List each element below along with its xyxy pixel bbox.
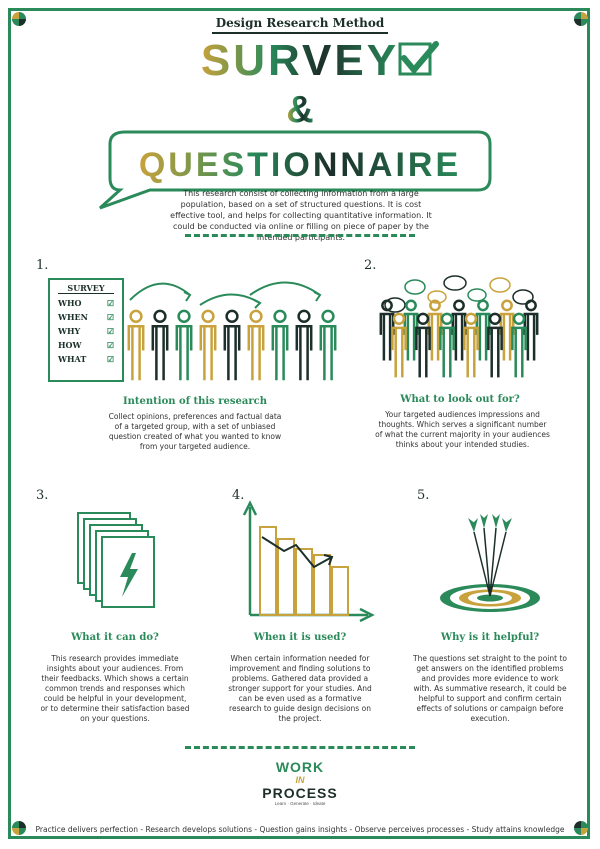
- divider-top: [185, 234, 415, 237]
- title-graphic: [0, 30, 600, 210]
- survey-item-3: HOW ☑: [58, 340, 114, 350]
- section-4-number: 4.: [232, 488, 245, 503]
- section-5-body: The questions set straight to the point to get answers on the identified problems and provides more evidence to work with. As summative research, it could be helpful to support and confirm certain effects of solutions or campaign before execution.: [413, 654, 567, 723]
- section-1-body: Collect opinions, preferences and factual data of a targeted group, with a set of unbiased question created of what you wanted to know from your targeted audience.: [108, 412, 282, 451]
- section-2-title: What to look out for?: [400, 394, 520, 405]
- stacked-papers-icon: [70, 505, 170, 625]
- survey-item-2: WHY ☑: [58, 326, 114, 336]
- check-icon: ☑: [106, 298, 114, 308]
- section-2-number: 2.: [364, 258, 377, 273]
- logo-tagline: Learn · Generate · Ideate: [274, 801, 326, 806]
- check-icon: ☑: [106, 326, 114, 336]
- title-ampersand: &: [286, 89, 314, 131]
- section-4-title: When it is used?: [253, 632, 347, 643]
- intro-text: This research consist of collecting information from a large population, based on a set of structured questions. It is cost effective tool, and helps for collecting quantitative information. It could be conducted via online or filling on piece of paper by the intended participants.: [170, 189, 432, 242]
- target-arrows-icon: [430, 510, 550, 620]
- crowd-thoughts-illustration: [375, 275, 550, 385]
- header: [0, 16, 600, 30]
- header-label: Design Research Method: [212, 16, 389, 34]
- title-survey: SURVEY: [200, 36, 400, 85]
- survey-item-1: WHEN ☑: [58, 312, 114, 322]
- crowd: [381, 301, 537, 378]
- person-figure: [153, 311, 167, 380]
- survey-item-4: WHAT ☑: [58, 354, 114, 364]
- work-in-process-logo: [262, 760, 338, 807]
- survey-item-0: WHO ☑: [58, 298, 114, 308]
- logo-line-2: IN: [295, 775, 305, 785]
- section-1-number: 1.: [36, 258, 49, 273]
- checkbox-icon: [400, 44, 436, 74]
- divider-bottom: [185, 746, 415, 749]
- title-questionnaire: QUESTIONNAIRE: [138, 146, 462, 184]
- survey-card: [48, 278, 124, 382]
- section-4-body: When certain information needed for improvement and finding solutions to problems. Gathered data provided a stronger support for your studies. And can be even used as a formative research to guide design decisions on the project.: [228, 654, 372, 723]
- person-figure: [201, 311, 215, 380]
- person-figure: [177, 311, 191, 380]
- person-figure: [297, 311, 311, 380]
- person-figure: [249, 311, 263, 380]
- declining-bar-chart-icon: [238, 497, 378, 627]
- section-3-body: This research provides immediate insights about your audiences. From their feedbacks. Which shows a certain common trends and responses which could be helpful in your development, or to determine their satisfaction based on your questions.: [40, 654, 190, 723]
- check-icon: ☑: [106, 340, 114, 350]
- check-icon: ☑: [106, 312, 114, 322]
- survey-card-title: SURVEY: [58, 283, 114, 294]
- section-5-title: Why is it helpful?: [440, 632, 540, 643]
- person-figure: [321, 311, 335, 380]
- section-3-number: 3.: [36, 488, 49, 503]
- person-figure: [129, 311, 143, 380]
- section-2-body: Your targeted audiences impressions and thoughts. Which serves a significant number of what the current majority in your audiences thinks about your intended studies.: [375, 410, 550, 449]
- person-figure: [225, 311, 239, 380]
- section-5-number: 5.: [417, 488, 430, 503]
- logo-line-1: WORK: [275, 759, 325, 775]
- check-icon: ☑: [106, 354, 114, 364]
- logo-line-3: PROCESS: [262, 785, 338, 801]
- section-3-title: What it can do?: [71, 632, 159, 643]
- person-figure: [273, 311, 287, 380]
- people-row: [129, 311, 335, 380]
- section-1-title: Intention of this research: [122, 396, 268, 407]
- footer-tagline: Practice delivers perfection - Research develops solutions - Question gains insights - Observe perceives processes - Study attains knowledge: [35, 825, 565, 834]
- people-arrows-illustration: [120, 270, 340, 390]
